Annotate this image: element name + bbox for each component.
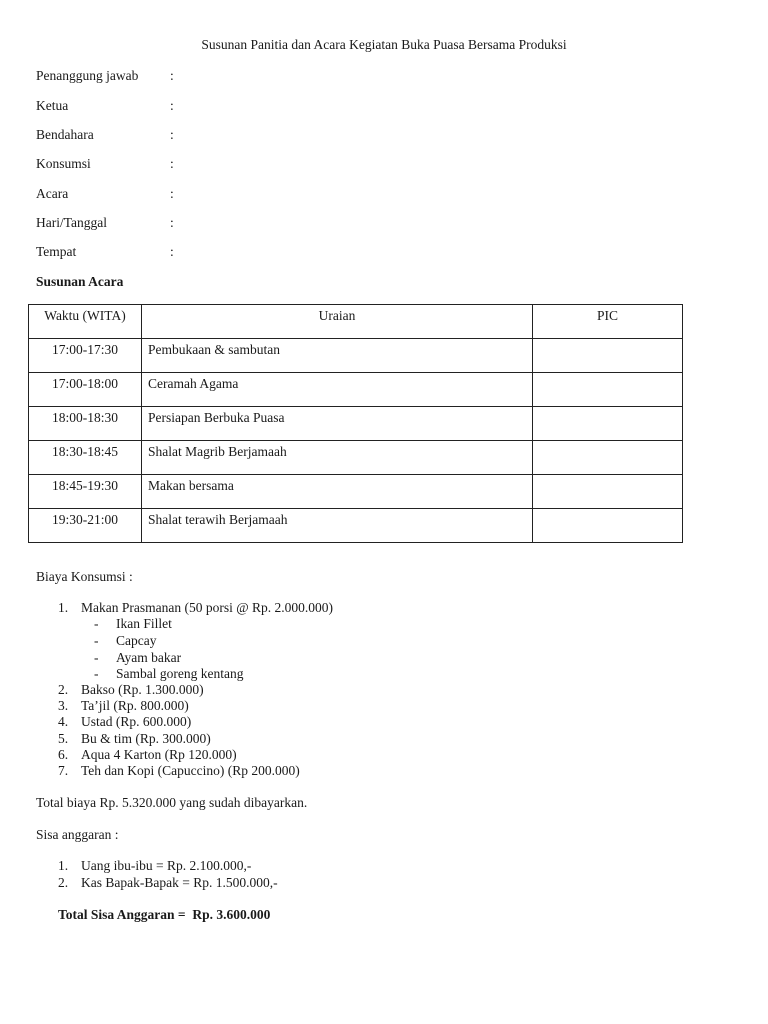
sisa-heading: Sisa anggaran :	[36, 827, 119, 842]
field-label-acara: Acara	[36, 186, 69, 201]
field-label-konsumsi: Konsumsi	[36, 156, 91, 171]
table-row	[29, 407, 683, 441]
cell-desc: Shalat terawih Berjamaah	[142, 509, 533, 543]
dash-bullet: -	[94, 666, 99, 681]
list-number: 7.	[58, 763, 69, 778]
table-row	[29, 509, 683, 543]
cell-time: 19:30-21:00	[29, 509, 142, 543]
cell-pic	[533, 407, 683, 441]
field-label-penanggung-jawab: Penanggung jawab	[36, 68, 139, 83]
sub-list-text: Capcay	[116, 633, 157, 648]
field-colon: :	[170, 156, 174, 171]
field-label-tempat: Tempat	[36, 244, 77, 259]
field-colon: :	[170, 215, 174, 230]
cell-time: 18:45-19:30	[29, 475, 142, 509]
list-text: Uang ibu-ibu = Rp. 2.100.000,-	[81, 858, 252, 873]
cell-pic	[533, 339, 683, 373]
cell-time: 17:00-17:30	[29, 339, 142, 373]
cell-time: 18:00-18:30	[29, 407, 142, 441]
field-label-hari-tanggal: Hari/Tanggal	[36, 215, 108, 230]
list-text: Bu & tim (Rp. 300.000)	[81, 731, 211, 746]
header-pic: PIC	[533, 305, 683, 339]
list-number: 2.	[58, 875, 69, 890]
field-colon: :	[170, 244, 174, 259]
cell-desc: Persiapan Berbuka Puasa	[142, 407, 533, 441]
table-row	[29, 339, 683, 373]
sub-list-text: Sambal goreng kentang	[116, 666, 244, 681]
list-text: Aqua 4 Karton (Rp 120.000)	[81, 747, 237, 762]
cell-pic	[533, 475, 683, 509]
schedule-table	[28, 304, 683, 543]
field-colon: :	[170, 98, 174, 113]
cell-desc: Makan bersama	[142, 475, 533, 509]
list-text: Teh dan Kopi (Capuccino) (Rp 200.000)	[81, 763, 300, 778]
field-colon: :	[170, 68, 174, 83]
total-biaya: Total biaya Rp. 5.320.000 yang sudah dibayarkan.	[36, 795, 308, 810]
table-row	[29, 373, 683, 407]
document-title: Susunan Panitia dan Acara Kegiatan Buka Puasa Bersama Produksi	[201, 37, 567, 52]
cell-desc: Ceramah Agama	[142, 373, 533, 407]
sub-list-text: Ayam bakar	[116, 650, 182, 665]
field-label-ketua: Ketua	[36, 98, 69, 113]
cell-pic	[533, 509, 683, 543]
table-row	[29, 475, 683, 509]
list-number: 6.	[58, 747, 69, 762]
list-text: Kas Bapak-Bapak = Rp. 1.500.000,-	[81, 875, 278, 890]
cell-desc: Shalat Magrib Berjamaah	[142, 441, 533, 475]
list-number: 1.	[58, 858, 69, 873]
list-text: Makan Prasmanan (50 porsi @ Rp. 2.000.000)	[81, 600, 334, 615]
header-waktu: Waktu (WITA)	[29, 305, 142, 339]
list-text: Ustad (Rp. 600.000)	[81, 714, 192, 729]
list-number: 4.	[58, 714, 69, 729]
schedule-heading: Susunan Acara	[36, 274, 124, 289]
table-header-row	[29, 305, 683, 339]
dash-bullet: -	[94, 616, 99, 631]
dash-bullet: -	[94, 650, 99, 665]
list-number: 2.	[58, 682, 69, 697]
cell-desc: Pembukaan & sambutan	[142, 339, 533, 373]
header-uraian: Uraian	[142, 305, 533, 339]
list-number: 3.	[58, 698, 69, 713]
field-colon: :	[170, 127, 174, 142]
cell-pic	[533, 373, 683, 407]
table-row	[29, 441, 683, 475]
list-text: Ta’jil (Rp. 800.000)	[81, 698, 189, 713]
list-number: 1.	[58, 600, 69, 615]
dash-bullet: -	[94, 633, 99, 648]
list-text: Bakso (Rp. 1.300.000)	[81, 682, 204, 697]
total-sisa-anggaran: Total Sisa Anggaran = Rp. 3.600.000	[58, 907, 271, 922]
cell-pic	[533, 441, 683, 475]
cell-time: 18:30-18:45	[29, 441, 142, 475]
biaya-heading: Biaya Konsumsi :	[36, 569, 133, 584]
cell-time: 17:00-18:00	[29, 373, 142, 407]
field-colon: :	[170, 186, 174, 201]
field-label-bendahara: Bendahara	[36, 127, 94, 142]
list-number: 5.	[58, 731, 69, 746]
sub-list-text: Ikan Fillet	[116, 616, 172, 631]
